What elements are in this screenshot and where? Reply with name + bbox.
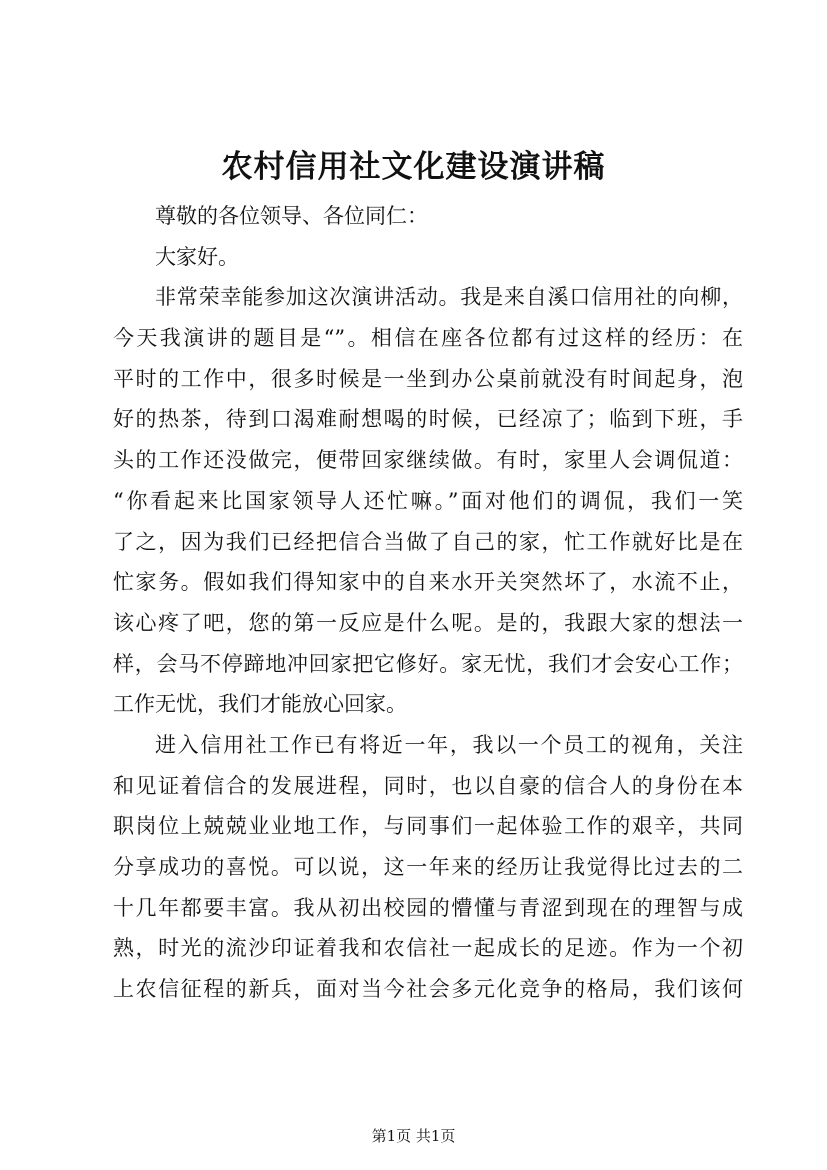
paragraph-line: 熟，时光的流沙印证着我和农信社一起成长的足迹。作为一个初 bbox=[113, 936, 743, 961]
paragraph-line: 忙家务。假如我们得知家中的自来水开关突然坏了，水流不止， bbox=[113, 570, 743, 595]
document-title: 农村信用社文化建设演讲稿 bbox=[221, 149, 606, 185]
paragraph-line: 非常荣幸能参加这次演讲活动。我是来自溪口信用社的向柳， bbox=[155, 285, 743, 310]
paragraph-line: 十几年都要丰富。我从初出校园的懵懂与青涩到现在的理智与成 bbox=[113, 895, 743, 920]
paragraph-line: 该心疼了吧，您的第一反应是什么呢。是的，我跟大家的想法一 bbox=[113, 610, 743, 635]
paragraph-line: 职岗位上兢兢业业地工作，与同事们一起体验工作的艰辛，共同 bbox=[113, 814, 743, 839]
paragraph-line: 样，会马不停蹄地冲回家把它修好。家无忧，我们才会安心工作； bbox=[113, 651, 743, 676]
greeting-line: 大家好。 bbox=[155, 244, 239, 269]
paragraph-line: 平时的工作中，很多时候是一坐到办公桌前就没有时间起身，泡 bbox=[113, 366, 743, 391]
paragraph-line: “你看起来比国家领导人还忙嘛。”面对他们的调侃，我们一笑 bbox=[113, 488, 743, 513]
paragraph-line: 工作无忧，我们才能放心回家。 bbox=[113, 692, 407, 717]
paragraph-line: 分享成功的喜悦。可以说，这一年来的经历让我觉得比过去的二 bbox=[113, 855, 743, 879]
paragraph-line: 今天我演讲的题目是“”。相信在座各位都有过这样的经历：在 bbox=[113, 326, 743, 351]
document-body bbox=[113, 196, 743, 1010]
salutation-line: 尊敬的各位领导、各位同仁： bbox=[155, 204, 428, 228]
paragraph-line: 进入信用社工作已有将近一年，我以一个员工的视角，关注 bbox=[155, 732, 743, 757]
paragraph-line: 了之，因为我们已经把信合当做了自己的家，忙工作就好比是在 bbox=[113, 529, 743, 554]
page-footer: 第1页 共1页 bbox=[371, 1127, 456, 1145]
paragraph-line: 和见证着信合的发展进程，同时，也以自豪的信合人的身份在本 bbox=[113, 773, 743, 798]
paragraph-line: 上农信征程的新兵，面对当今社会多元化竞争的格局，我们该何 bbox=[113, 977, 743, 1002]
paragraph-line: 好的热茶，待到口渴难耐想喝的时候，已经凉了；临到下班，手 bbox=[113, 407, 743, 432]
paragraph-line: 头的工作还没做完，便带回家继续做。有时，家里人会调侃道： bbox=[113, 448, 743, 473]
